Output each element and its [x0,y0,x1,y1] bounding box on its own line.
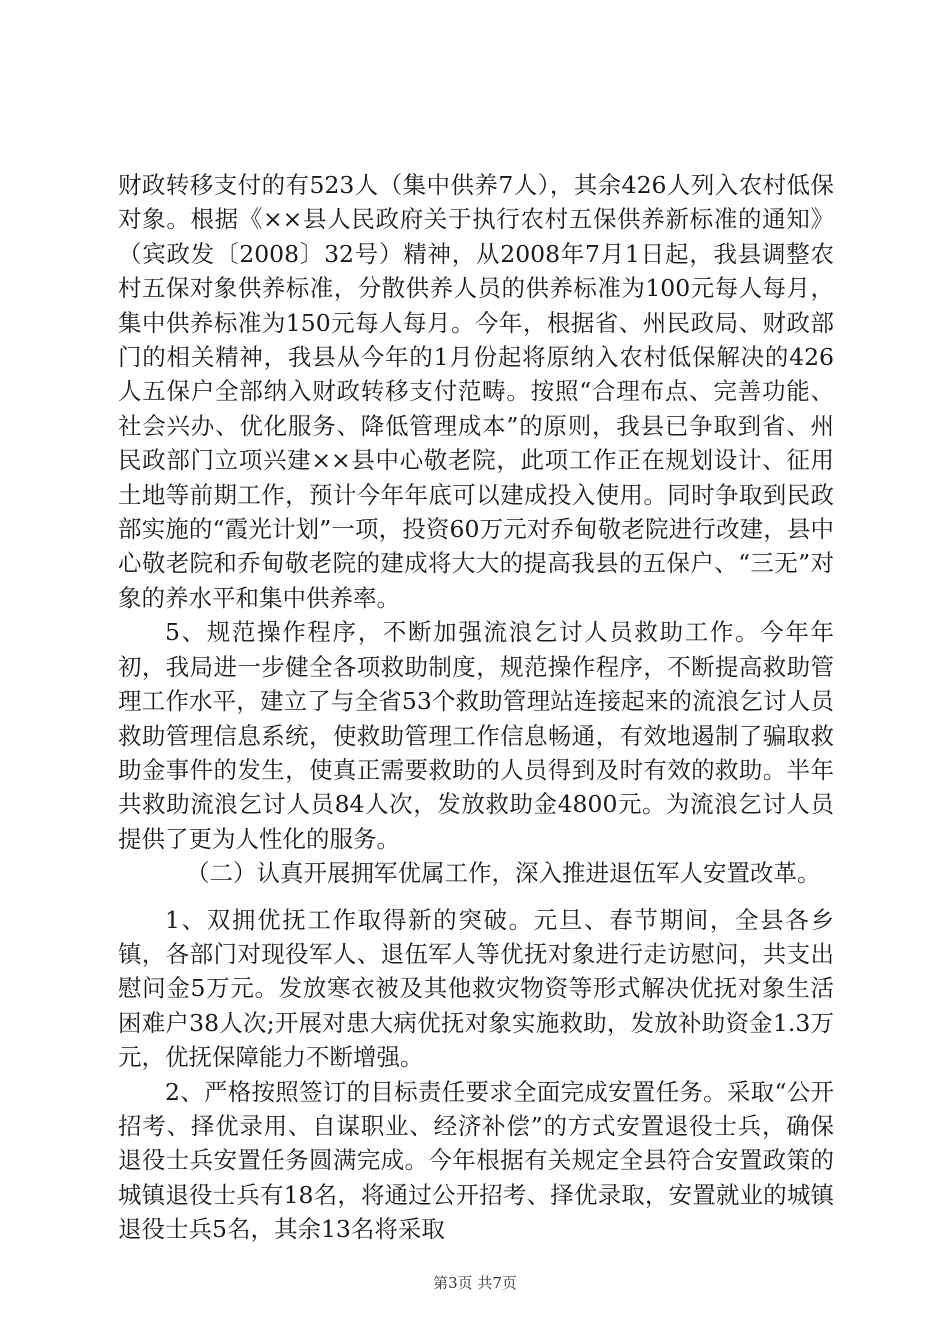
paragraph-double-support: 1、双拥优抚工作取得新的突破。元旦、春节期间，全县各乡镇，各部门对现役军人、退伍军人等优抚对象进行走访慰问，共支出慰问金5万元。发放寒衣被及其他救灾物资等形式解决优抚对象生活困难户38人次;开展对患大病优抚对象实施救助，发放补助资金1.3万元，优抚保障能力不断增强。 [118,905,834,1072]
paragraph-vagrant-relief: 5、规范操作程序，不断加强流浪乞讨人员救助工作。今年年初，我局进一步健全各项救助制度，规范操作程序，不断提高救助管理工作水平，建立了与全省53个救助管理站连接起来的流浪乞讨人员救助管理信息系统，使救助管理工作信息畅通，有效地遏制了骗取救助金事件的发生，使真正需要救助的人员得到及时有效的救助。半年共救助流浪乞讨人员84人次，发放救助金4800元。为流浪乞讨人员提供了更为人性化的服务。 [118,618,834,853]
page-footer: 第3页 共7页 [433,1274,517,1292]
paragraph-placement-tasks: 2、严格按照签订的目标责任要求全面完成安置任务。采取“公开招考、择优录用、自谋职业、经济补偿”的方式安置退役士兵，确保退役士兵安置任务圆满完成。今年根据有关规定全县符合安置政策的城镇退役士兵有18名，将通过公开招考、择优录取，安置就业的城镇退役士兵5名，其余13名将采取 [118,1077,834,1244]
paragraph-wubao-support: 财政转移支付的有523人（集中供养7人），其余426人列入农村低保对象。根据《××县人民政府关于执行农村五保供养新标准的通知》（宾政发〔2008〕32号）精神，从2008年7月1日起，我县调整农村五保对象供养标准，分散供养人员的供养标准为100元每人每月，集中供养标准为150元每人每月。今年，根据省、州民政局、财政部门的相关精神，我县从今年的1月份起将原纳入农村低保解决的426人五保户全部纳入财政转移支付范畴。按照“合理布点、完善功能、社会兴办、优化服务、降低管理成本”的原则，我县已争取到省、州民政部门立项兴建××县中心敬老院，此项工作正在规划设计、征用土地等前期工作，预计今年年底可以建成投入使用。同时争取到民政部实施的“霞光计划”一项，投资60万元对乔甸敬老院进行改建，县中心敬老院和乔甸敬老院的建成将大大的提高我县的五保户、“三无”对象的养水平和集中供养率。 [118,171,834,612]
section-heading-military-support: （二）认真开展拥军优属工作，深入推进退伍军人安置改革。 [186,859,821,888]
document-body [118,168,834,1247]
